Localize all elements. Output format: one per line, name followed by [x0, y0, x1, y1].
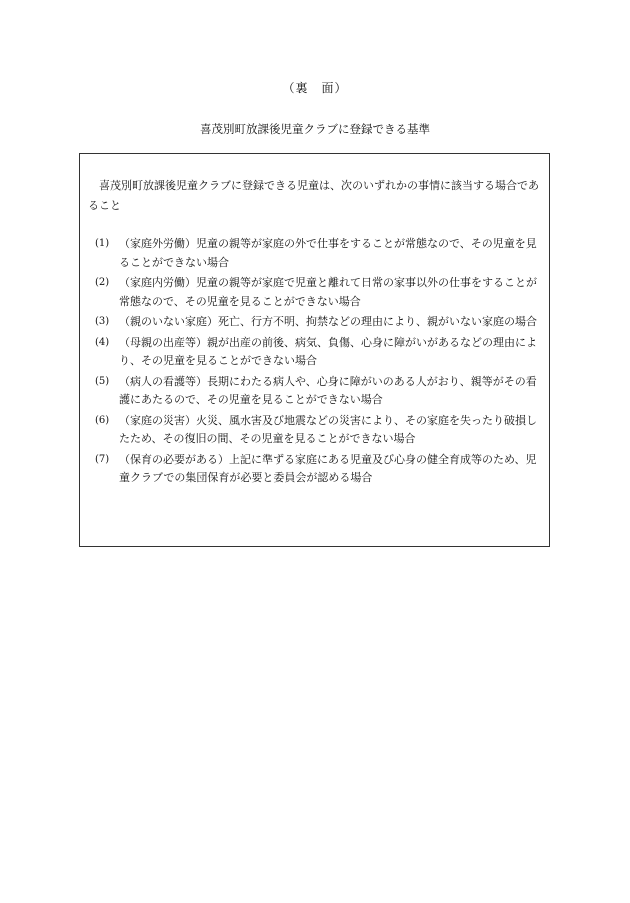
criteria-text: （保育の必要がある）上記に準ずる家庭にある児童及び心身の健全育成等のため、児童クラブでの集団保育が必要と委員会が認める場合	[119, 452, 537, 484]
criteria-number: (2)	[95, 277, 110, 288]
criteria-item-1	[88, 235, 546, 272]
criteria-number: (7)	[95, 453, 110, 465]
criteria-text: （家庭の災害）火災、風水害及び地震などの災害により、その家庭を失ったり破損したため、その復旧の間、その児童を見ることができない場合	[119, 413, 537, 445]
criteria-text: （母親の出産等）親が出産の前後、病気、負傷、心身に障がいがあるなどの理由により、その児童を見ることができない場合	[119, 335, 537, 367]
criteria-box	[79, 153, 550, 547]
criteria-number: (5)	[95, 375, 110, 387]
criteria-number: (4)	[95, 336, 110, 348]
document-title: 喜茂別町放課後児童クラブに登録できる基準	[200, 122, 430, 136]
criteria-item-6	[88, 412, 546, 449]
criteria-item-7	[88, 451, 546, 488]
intro-text: 喜茂別町放課後児童クラブに登録できる児童は、次のいずれかの事情に該当する場合であること	[88, 179, 539, 212]
criteria-item-5	[88, 373, 546, 410]
criteria-number: (3)	[95, 316, 110, 327]
criteria-text: （家庭内労働）児童の親等が家庭で児童と離れて日常の家事以外の仕事をすることが常態なので、その児童を見ることができない場合	[119, 276, 537, 308]
criteria-text: （親のいない家庭）死亡、行方不明、拘禁などの理由により、親がいない家庭の場合	[119, 315, 537, 328]
criteria-item-3	[88, 313, 546, 332]
criteria-text: （病人の看護等）長期にわたる病人や、心身に障がいのある人がおり、親等がその看護にあたるので、その児童を見ることができない場合	[119, 374, 537, 406]
criteria-number: (6)	[95, 414, 110, 426]
criteria-list	[88, 235, 546, 490]
criteria-number: (1)	[95, 238, 110, 249]
page-side-label: （裏 面）	[282, 81, 348, 95]
criteria-item-4	[88, 334, 546, 371]
criteria-text: （家庭外労働）児童の親等が家庭の外で仕事をすることが常態なので、その児童を見ることができない場合	[119, 237, 537, 269]
criteria-item-2	[88, 274, 546, 311]
